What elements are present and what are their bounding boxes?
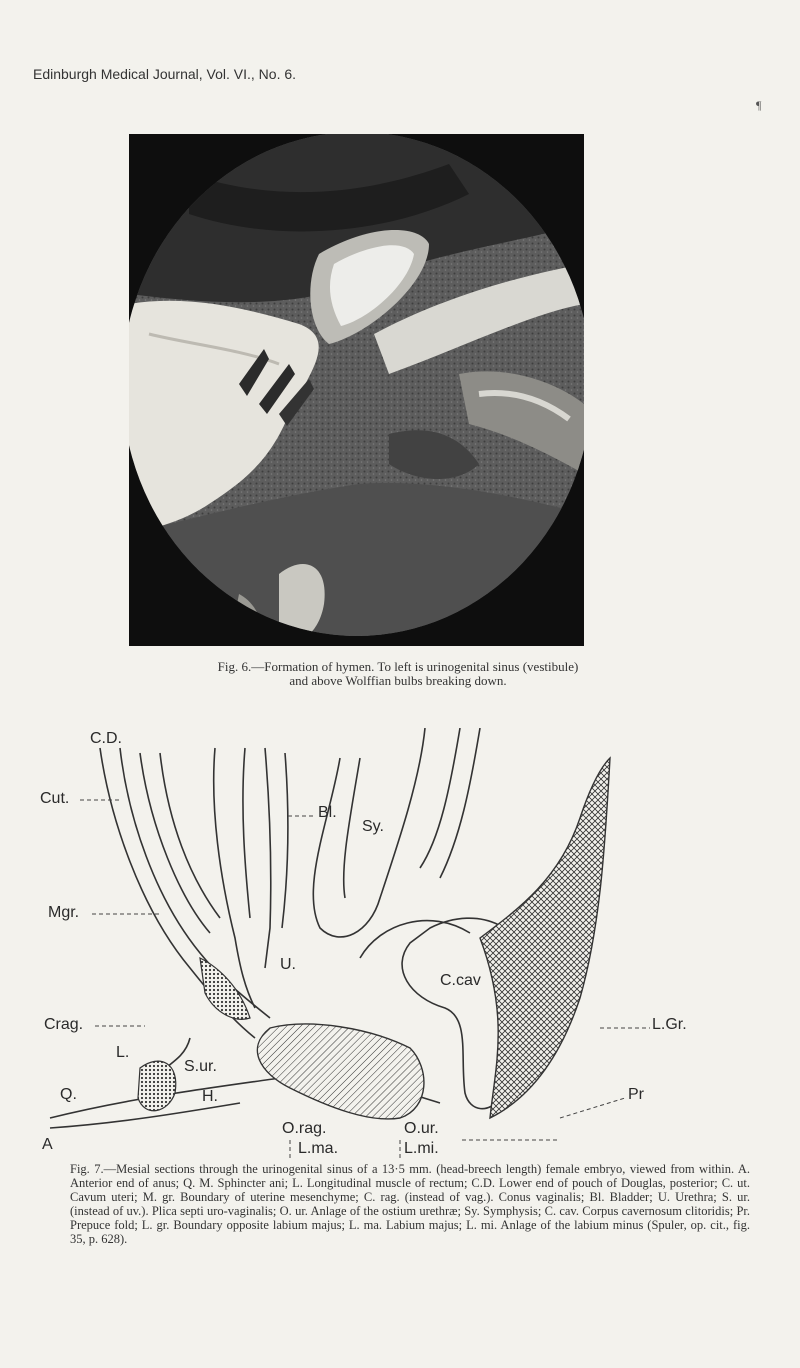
anatomical-diagram bbox=[40, 728, 760, 1158]
figure7-caption: Fig. 7.—Mesial sections through the urinogenital sinus of a 13·5 mm. (head-breech length) female embryo, viewed from within. A. Anterior end of anus; Q. M. Sphincter ani; L. Longitudinal muscle of rectum; C.D. Lower end of pouch of Douglas, posterior; C. ut. Cavum uteri; M. gr. Boundary of uterine mesenchyme; C. rag. (instead of vag.). Conus vaginalis; Bl. Bladder; U. Urethra; S. ur. (instead of uv.). Plica septi uro-vaginalis; O. ur. Anlage of the ostium urethræ; Sy. Symphysis; C. cav. Corpus cavernosum clitoridis; Pr. Prepuce fold; L. gr. Boundary opposite labium majus; L. ma. Labium majus; L. mi. Anlage of the labium minus (Spuler, op. cit., fig. 35, p. 628). bbox=[70, 1162, 750, 1246]
label-ccav: C.cav bbox=[440, 972, 481, 989]
figure6-caption-line1: Fig. 6.—Formation of hymen. To left is urinogenital sinus (vestibule) bbox=[217, 659, 579, 674]
diagram-drawing bbox=[40, 728, 760, 1158]
label-l: L. bbox=[116, 1044, 130, 1061]
stray-mark: ¶ bbox=[756, 98, 762, 112]
label-q: Q. bbox=[60, 1086, 77, 1103]
label-sy: Sy. bbox=[362, 818, 384, 835]
label-lmi: L.mi. bbox=[404, 1140, 439, 1157]
label-orag: O.rag. bbox=[282, 1120, 327, 1137]
label-crag: Crag. bbox=[44, 1016, 84, 1033]
label-pr: Pr bbox=[628, 1086, 644, 1103]
label-mgr: Mgr. bbox=[48, 904, 80, 921]
micrograph-image bbox=[129, 134, 584, 646]
journal-header: Edinburgh Medical Journal, Vol. VI., No. 6. bbox=[33, 66, 297, 82]
label-cd: C.D. bbox=[90, 730, 122, 747]
label-h: H. bbox=[202, 1088, 218, 1105]
label-lma: L.ma. bbox=[298, 1140, 339, 1157]
label-a: A bbox=[42, 1136, 53, 1153]
label-u: U. bbox=[280, 956, 296, 973]
label-lgr: L.Gr. bbox=[652, 1016, 687, 1033]
label-our: O.ur. bbox=[404, 1120, 439, 1137]
label-bl: Bl. bbox=[318, 804, 337, 821]
micrograph-plate bbox=[129, 134, 584, 646]
figure6-caption bbox=[168, 660, 628, 688]
label-sur: S.ur. bbox=[184, 1058, 217, 1075]
figure6-caption-line2: and above Wolffian bulbs breaking down. bbox=[289, 673, 507, 688]
label-cut: Cut. bbox=[40, 790, 70, 807]
